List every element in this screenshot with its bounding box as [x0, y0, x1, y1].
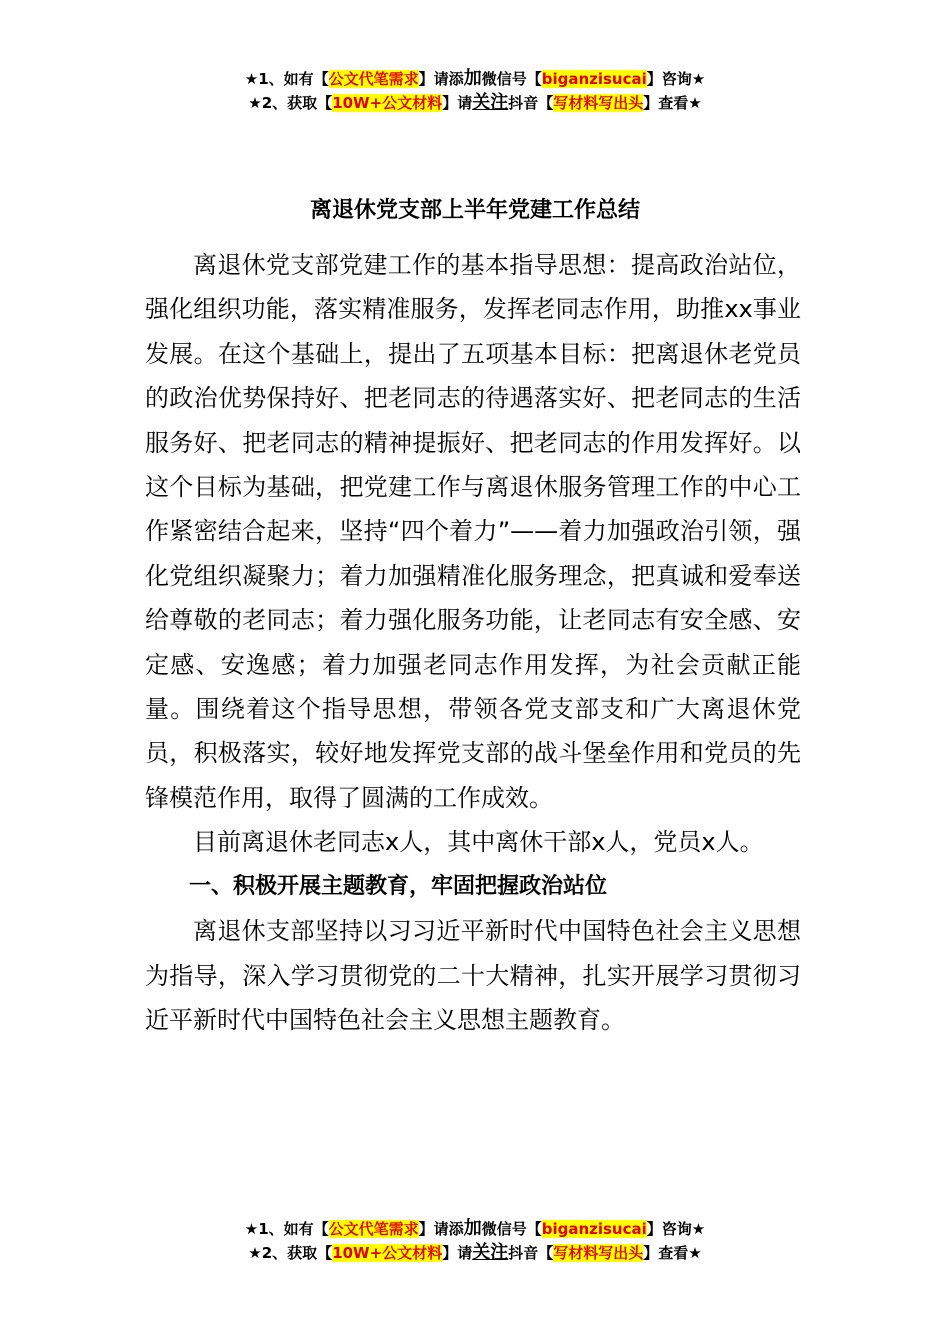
section-heading: 一、积极开展主题教育，牢固把握政治站位 [189, 873, 608, 899]
banner-text: 】查看★ [643, 1244, 702, 1262]
banner-highlight: 写材料写出头 [553, 1244, 644, 1262]
banner-highlight: 10W+公文材料 [332, 1244, 443, 1262]
banner-text: 微信号【 [481, 1220, 542, 1238]
banner-line-1 [0, 67, 950, 91]
banner-text: 】咨询★ [646, 70, 706, 88]
paragraph: 离退休支部坚持以习习近平新时代中国特色社会主义思想为指导，深入学习贯彻党的二十大精神，扎实开展学习贯彻习近平新时代中国特色社会主义思想主题教育。 [145, 917, 801, 1034]
banner-highlight: biganzisucai [541, 1220, 647, 1238]
banner-text: 抖音【 [508, 94, 554, 112]
banner-emphasis: 关注 [472, 1242, 509, 1263]
banner-emphasis: 加 [463, 68, 482, 89]
banner-text: ★2、获取【 [248, 1244, 333, 1262]
banner-emphasis: 关注 [472, 92, 509, 113]
banner-highlight: 公文代笔需求 [328, 1220, 419, 1238]
banner-text: 】咨询★ [646, 1220, 706, 1238]
paragraph: 离退休党支部党建工作的基本指导思想：提高政治站位，强化组织功能，落实精准服务，发挥老同志作用，助推xx事业发展。在这个基础上，提出了五项基本目标：把离退休老党员的政治优势保持好、把老同志的待遇落实好、把老同志的生活服务好、把老同志的精神提振好、把老同志的作用发挥好。以这个目标为基础，把党建工作与离退休服务管理工作的中心工作紧密结合起来，坚持“四个着力”——着力加强政治引领，强化党组织凝聚力；着力加强精准化服务理念，把真诚和爱奉送给尊敬的老同志；着力强化服务功能，让老同志有安全感、安定感、安逸感；着力加强老同志作用发挥，为社会贡献正能量。围绕着这个指导思想，带领各党支部支和广大离退休党员，积极落实，较好地发挥党支部的战斗堡垒作用和党员的先锋模范作用，取得了圆满的工作成效。 [145, 251, 801, 812]
paragraph: 目前离退休老同志x人，其中离休干部x人，党员x人。 [193, 828, 764, 857]
banner-line-2 [0, 1241, 950, 1265]
banner-line-2 [0, 91, 950, 115]
banner-highlight: 写材料写出头 [553, 94, 644, 112]
banner-line-1 [0, 1217, 950, 1241]
banner-highlight: biganzisucai [541, 70, 647, 88]
banner-text: 】请添 [418, 70, 464, 88]
banner-text: ★1、如有【 [244, 70, 329, 88]
banner-highlight: 10W+公文材料 [332, 94, 443, 112]
banner-text: 微信号【 [481, 70, 542, 88]
banner-emphasis: 加 [463, 1218, 482, 1239]
banner-text: ★2、获取【 [248, 94, 333, 112]
banner-text: ★1、如有【 [244, 1220, 329, 1238]
banner-text: 】请添 [418, 1220, 464, 1238]
footer-banner [0, 1217, 950, 1265]
banner-text: 】查看★ [643, 94, 702, 112]
banner-highlight: 公文代笔需求 [328, 70, 419, 88]
banner-text: 抖音【 [508, 1244, 554, 1262]
banner-text: 】请 [442, 94, 473, 112]
document-body [145, 243, 801, 1042]
document-title: 离退休党支部上半年党建工作总结 [309, 198, 640, 223]
header-banner [0, 67, 950, 115]
banner-text: 】请 [442, 1244, 473, 1262]
